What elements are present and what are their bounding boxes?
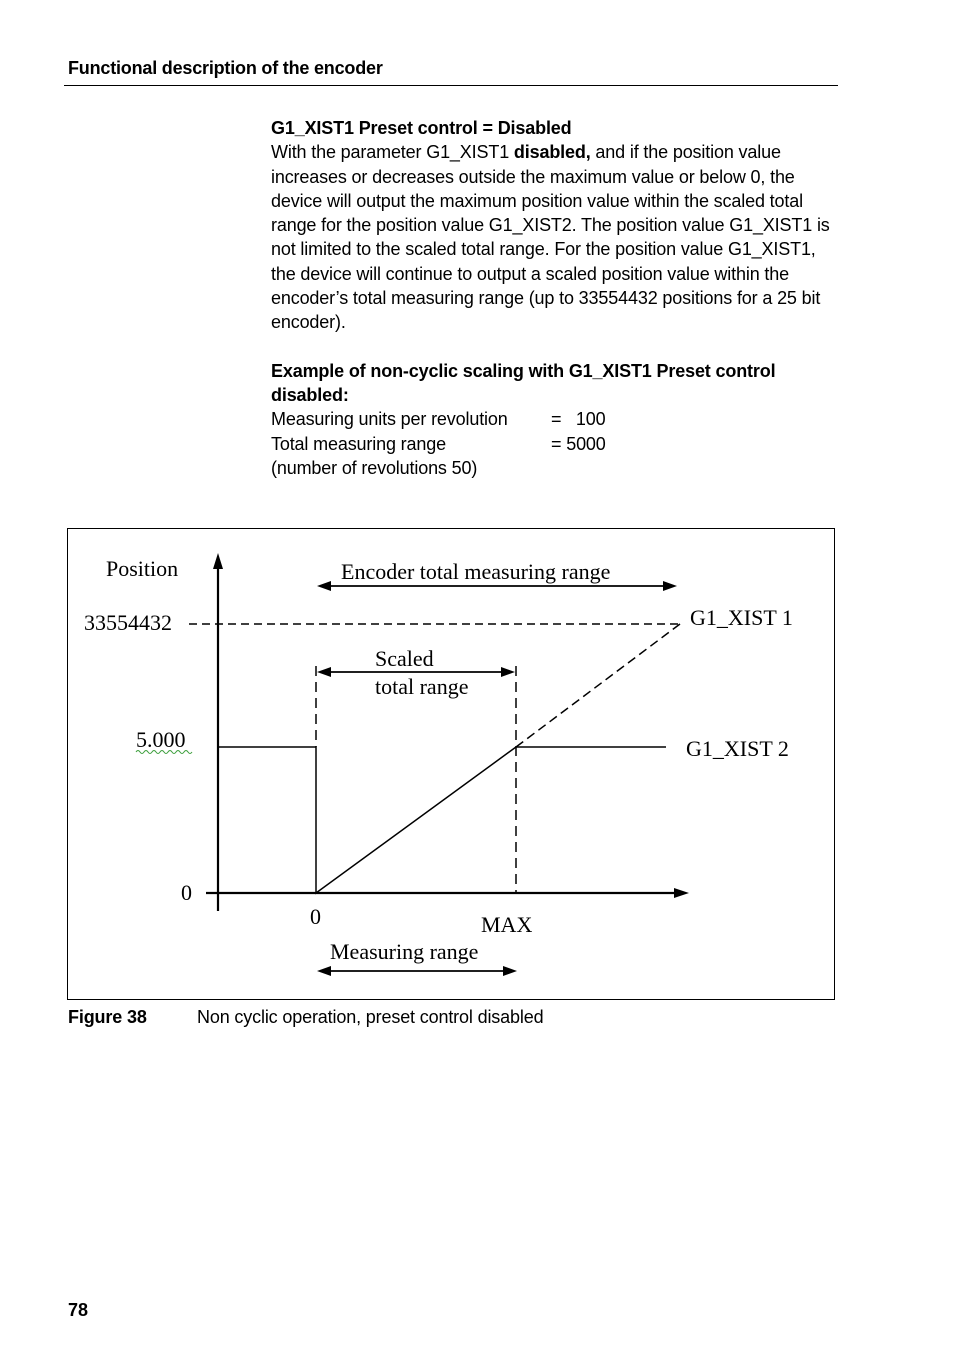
arrow-left-icon — [317, 667, 331, 677]
encoder-range-label: Encoder total measuring range — [341, 559, 611, 584]
paragraph-text-end: and if the position value increases or decreases outside the maximum value or below 0, the device will output the maximum position value within the scaled total range for the position value G1_XIST2. The position value G1_XIST1 is not limited to the scaled total range. For the position value G1_XIST1, the device will continue to output a scaled position value within the encoder’s total measuring range (up to 33554432 positions for a 25 bit encoder). — [271, 142, 830, 333]
x-axis-arrow-icon — [674, 888, 689, 898]
param-row — [271, 432, 831, 456]
g1-xist2-label: G1_XIST 2 — [686, 736, 789, 761]
main-content — [271, 116, 831, 480]
param-value: = 100 — [551, 409, 606, 430]
paragraph-text-bold: disabled, — [513, 142, 591, 163]
figure-caption — [68, 1007, 543, 1028]
arrow-left-icon — [317, 581, 331, 591]
paragraph-text-start: With the parameter G1_XIST1 — [271, 142, 514, 163]
arrow-right-icon — [503, 966, 517, 976]
header-rule — [64, 85, 838, 86]
y-zero-label: 0 — [181, 880, 192, 905]
figure-38 — [67, 528, 835, 1000]
g1-xist1-dashed-curve — [516, 624, 680, 747]
y-max-label: 33554432 — [84, 610, 172, 635]
caption-text: Non cyclic operation, preset control disabled — [197, 1007, 544, 1027]
arrow-right-icon — [501, 667, 515, 677]
param-row — [271, 407, 831, 431]
scaled-range-label-line2: total range — [375, 674, 469, 699]
caption-label: Figure 38 — [68, 1007, 147, 1027]
section-heading: G1_XIST1 Preset control = Disabled — [271, 118, 572, 138]
example-heading: Example of non-cyclic scaling with G1_XIST1 Preset control disabled: — [271, 360, 776, 405]
param-label: Total measuring range — [271, 433, 446, 454]
y-axis-arrow-icon — [213, 553, 223, 569]
measuring-range-label: Measuring range — [330, 939, 479, 964]
running-header: Functional description of the encoder — [68, 58, 383, 78]
scaled-range-label-line1: Scaled — [375, 646, 434, 671]
params-note: (number of revolutions 50) — [271, 457, 478, 478]
arrow-left-icon — [317, 966, 331, 976]
param-label: Measuring units per revolution — [271, 409, 508, 430]
section-paragraph — [271, 140, 831, 334]
arrow-right-icon — [663, 581, 677, 591]
page-number: 78 — [68, 1300, 89, 1320]
x-max-label: MAX — [481, 912, 533, 937]
y-axis-title: Position — [106, 556, 179, 581]
position-diagram — [68, 529, 834, 999]
param-value: = 5000 — [551, 433, 606, 454]
x-zero-label: 0 — [310, 904, 321, 929]
g1-xist2-curve — [218, 747, 666, 893]
g1-xist1-label: G1_XIST 1 — [690, 605, 793, 630]
y-5000-label: 5.000 — [136, 727, 186, 752]
